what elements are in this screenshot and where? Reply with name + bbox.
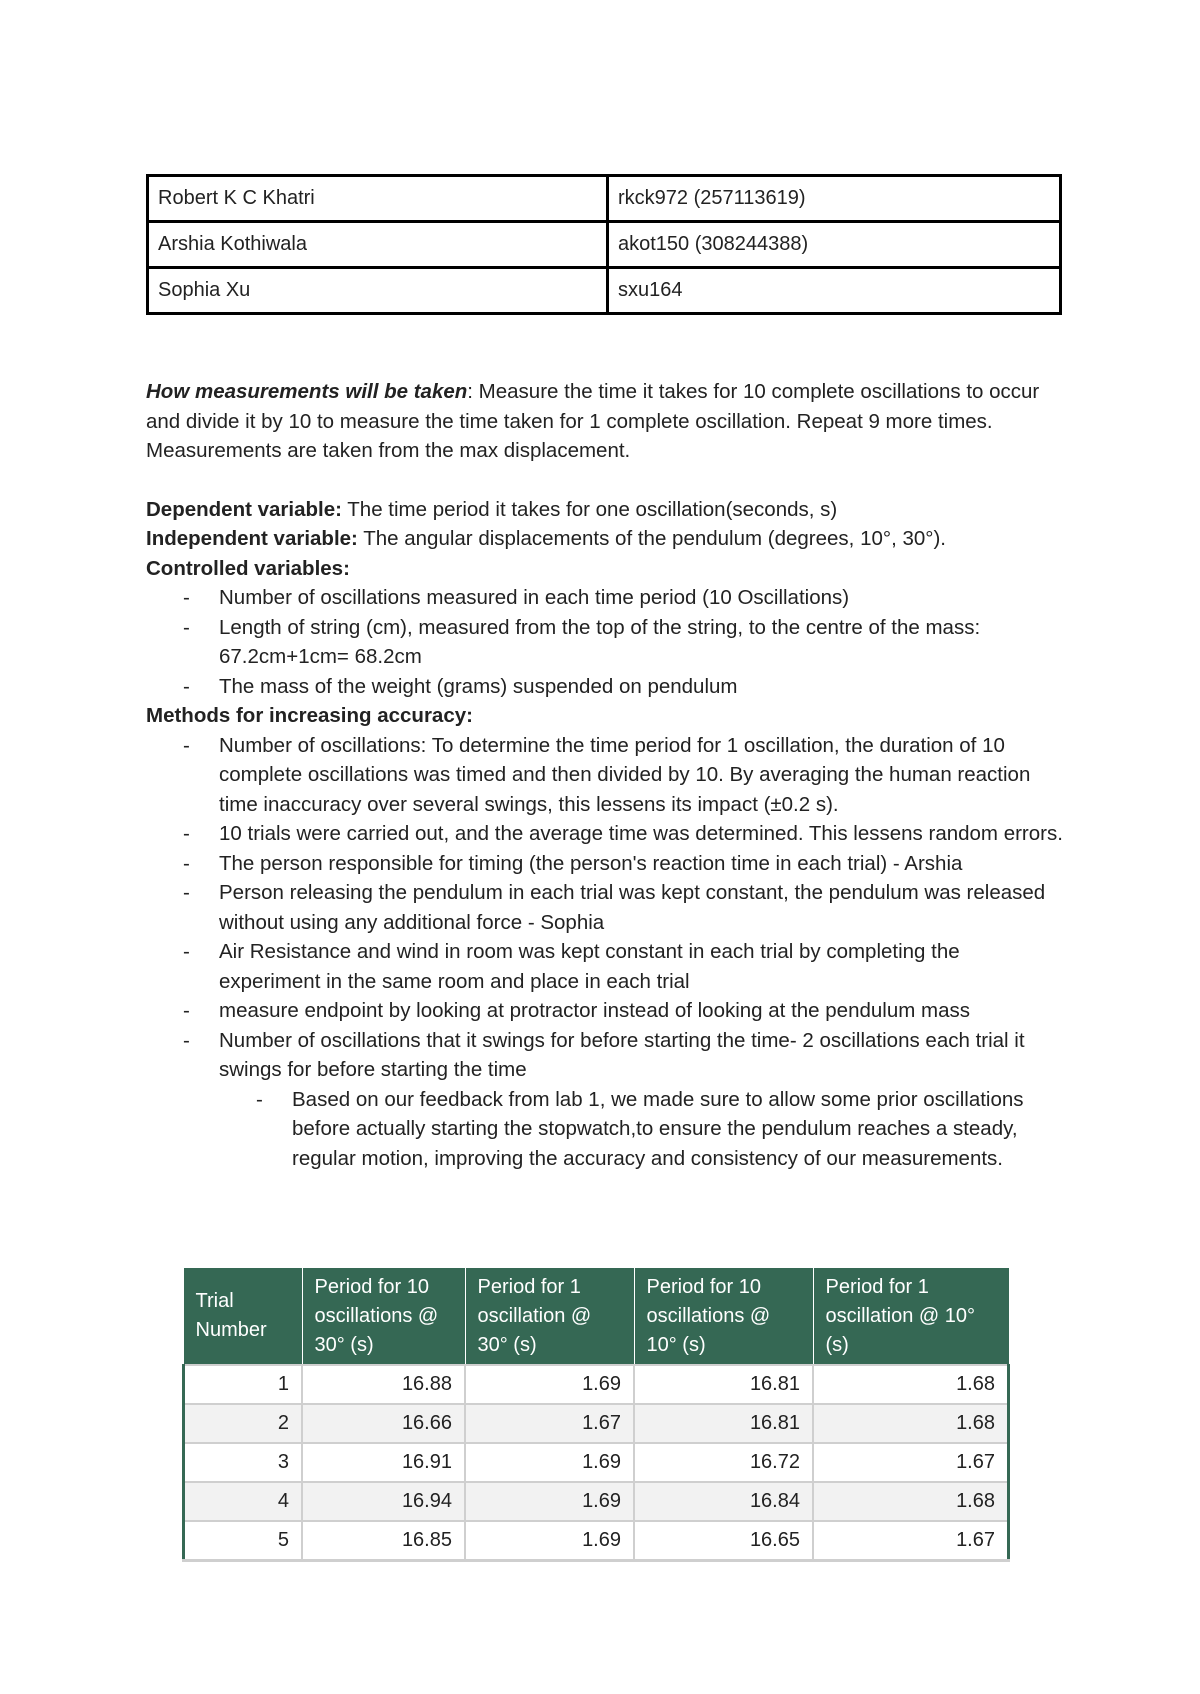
column-header: Period for 10 oscillations @ 10° (s) — [634, 1268, 813, 1365]
table-row — [148, 268, 1061, 314]
table-cell: 3 — [184, 1443, 303, 1482]
table-cell: 16.65 — [634, 1521, 813, 1561]
table-header-row — [184, 1268, 1009, 1365]
member-id: akot150 (308244388) — [608, 222, 1061, 268]
table-row — [184, 1521, 1009, 1561]
member-id: sxu164 — [608, 268, 1061, 314]
list-item: - Person releasing the pendulum in each trial was kept constant, the pendulum was released without using any additional force - Sophia — [146, 878, 1066, 937]
list-item — [146, 1026, 1066, 1174]
table-cell: 16.72 — [634, 1443, 813, 1482]
member-name: Arshia Kothiwala — [148, 222, 608, 268]
sub-list-item: - Based on our feedback from lab 1, we made sure to allow some prior oscillations before actually starting the stopwatch,to ensure the pendulum reaches a steady, regular motion, improving the accuracy and consistency of our measurements. — [219, 1085, 1066, 1174]
table-cell: 1.69 — [465, 1365, 634, 1404]
measurements-text: : Measure the time it takes for 10 complete oscillations to occur and divide it by 10 to measure the time taken for 1 complete oscillation. Repeat 9 more times. Measurements are taken from the max displacement. — [146, 380, 1040, 462]
method-section — [146, 377, 1066, 1173]
group-members-table — [146, 174, 1062, 315]
list-item: - Number of oscillations measured in each time period (10 Oscillations) — [146, 583, 1066, 613]
measurements-label: How measurements will be taken — [146, 380, 468, 403]
independent-variable — [146, 524, 1066, 554]
column-header: Period for 1 oscillation @ 10° (s) — [813, 1268, 1009, 1365]
table-row — [148, 222, 1061, 268]
column-header: Trial Number — [184, 1268, 303, 1365]
table-cell: 1.69 — [465, 1443, 634, 1482]
table-cell: 1.68 — [813, 1482, 1009, 1521]
table-cell: 16.81 — [634, 1404, 813, 1443]
controlled-heading: Controlled variables: — [146, 556, 350, 580]
methods-list — [146, 731, 1066, 1174]
table-row — [184, 1443, 1009, 1482]
measurements-paragraph — [146, 377, 1066, 466]
dependent-label: Dependent variable: — [146, 497, 342, 521]
column-header: Period for 1 oscillation @ 30° (s) — [465, 1268, 634, 1365]
table-cell: 16.85 — [302, 1521, 465, 1561]
methods-heading: Methods for increasing accuracy: — [146, 704, 473, 727]
table-cell: 1.67 — [465, 1404, 634, 1443]
methods-sublist — [219, 1085, 1066, 1174]
controlled-list — [146, 583, 1066, 701]
table-cell: 5 — [184, 1521, 303, 1561]
table-cell: 1.68 — [813, 1404, 1009, 1443]
table-cell: 16.94 — [302, 1482, 465, 1521]
dependent-variable — [146, 495, 1066, 525]
list-item: - Number of oscillations: To determine the time period for 1 oscillation, the duration of 10 complete oscillations was timed and then divided by 10. By averaging the human reaction time inaccuracy over several swings, this lessens its impact (±0.2 s). — [146, 731, 1066, 820]
table-cell: 1.67 — [813, 1521, 1009, 1561]
column-header: Period for 10 oscillations @ 30° (s) — [302, 1268, 465, 1365]
table-cell: 1.69 — [465, 1482, 634, 1521]
table-cell: 16.91 — [302, 1443, 465, 1482]
dependent-text: The time period it takes for one oscillation(seconds, s) — [341, 497, 838, 521]
independent-label: Independent variable: — [146, 527, 358, 550]
table-row — [184, 1482, 1009, 1521]
list-item: - Air Resistance and wind in room was kept constant in each trial by completing the experiment in the same room and place in each trial — [146, 937, 1066, 996]
results-table — [182, 1268, 1010, 1562]
list-item: - measure endpoint by looking at protractor instead of looking at the pendulum mass — [146, 996, 1066, 1026]
table-cell: 16.84 — [634, 1482, 813, 1521]
member-name: Sophia Xu — [148, 268, 608, 314]
list-item: - The mass of the weight (grams) suspended on pendulum — [146, 672, 1066, 702]
table-cell: 2 — [184, 1404, 303, 1443]
table-cell: 16.66 — [302, 1404, 465, 1443]
list-item-text: Number of oscillations that it swings for before starting the time- 2 oscillations each trial it swings for before starting the time — [219, 1028, 1025, 1081]
list-item: - The person responsible for timing (the person's reaction time in each trial) - Arshia — [146, 849, 1066, 879]
member-id: rkck972 (257113619) — [608, 176, 1061, 222]
table-cell: 1.68 — [813, 1365, 1009, 1404]
table-row — [184, 1365, 1009, 1404]
table-cell: 1.67 — [813, 1443, 1009, 1482]
independent-text: The angular displacements of the pendulum (degrees, 10°, 30°). — [357, 527, 946, 550]
member-name: Robert K C Khatri — [148, 176, 608, 222]
table-cell: 16.81 — [634, 1365, 813, 1404]
table-row — [148, 176, 1061, 222]
table-cell: 16.88 — [302, 1365, 465, 1404]
list-item: - 10 trials were carried out, and the average time was determined. This lessens random errors. — [146, 819, 1066, 849]
list-item: - Length of string (cm), measured from the top of the string, to the centre of the mass: 67.2cm+1cm= 68.2cm — [146, 613, 1066, 672]
table-cell: 4 — [184, 1482, 303, 1521]
table-cell: 1.69 — [465, 1521, 634, 1561]
table-cell: 1 — [184, 1365, 303, 1404]
table-row — [184, 1404, 1009, 1443]
